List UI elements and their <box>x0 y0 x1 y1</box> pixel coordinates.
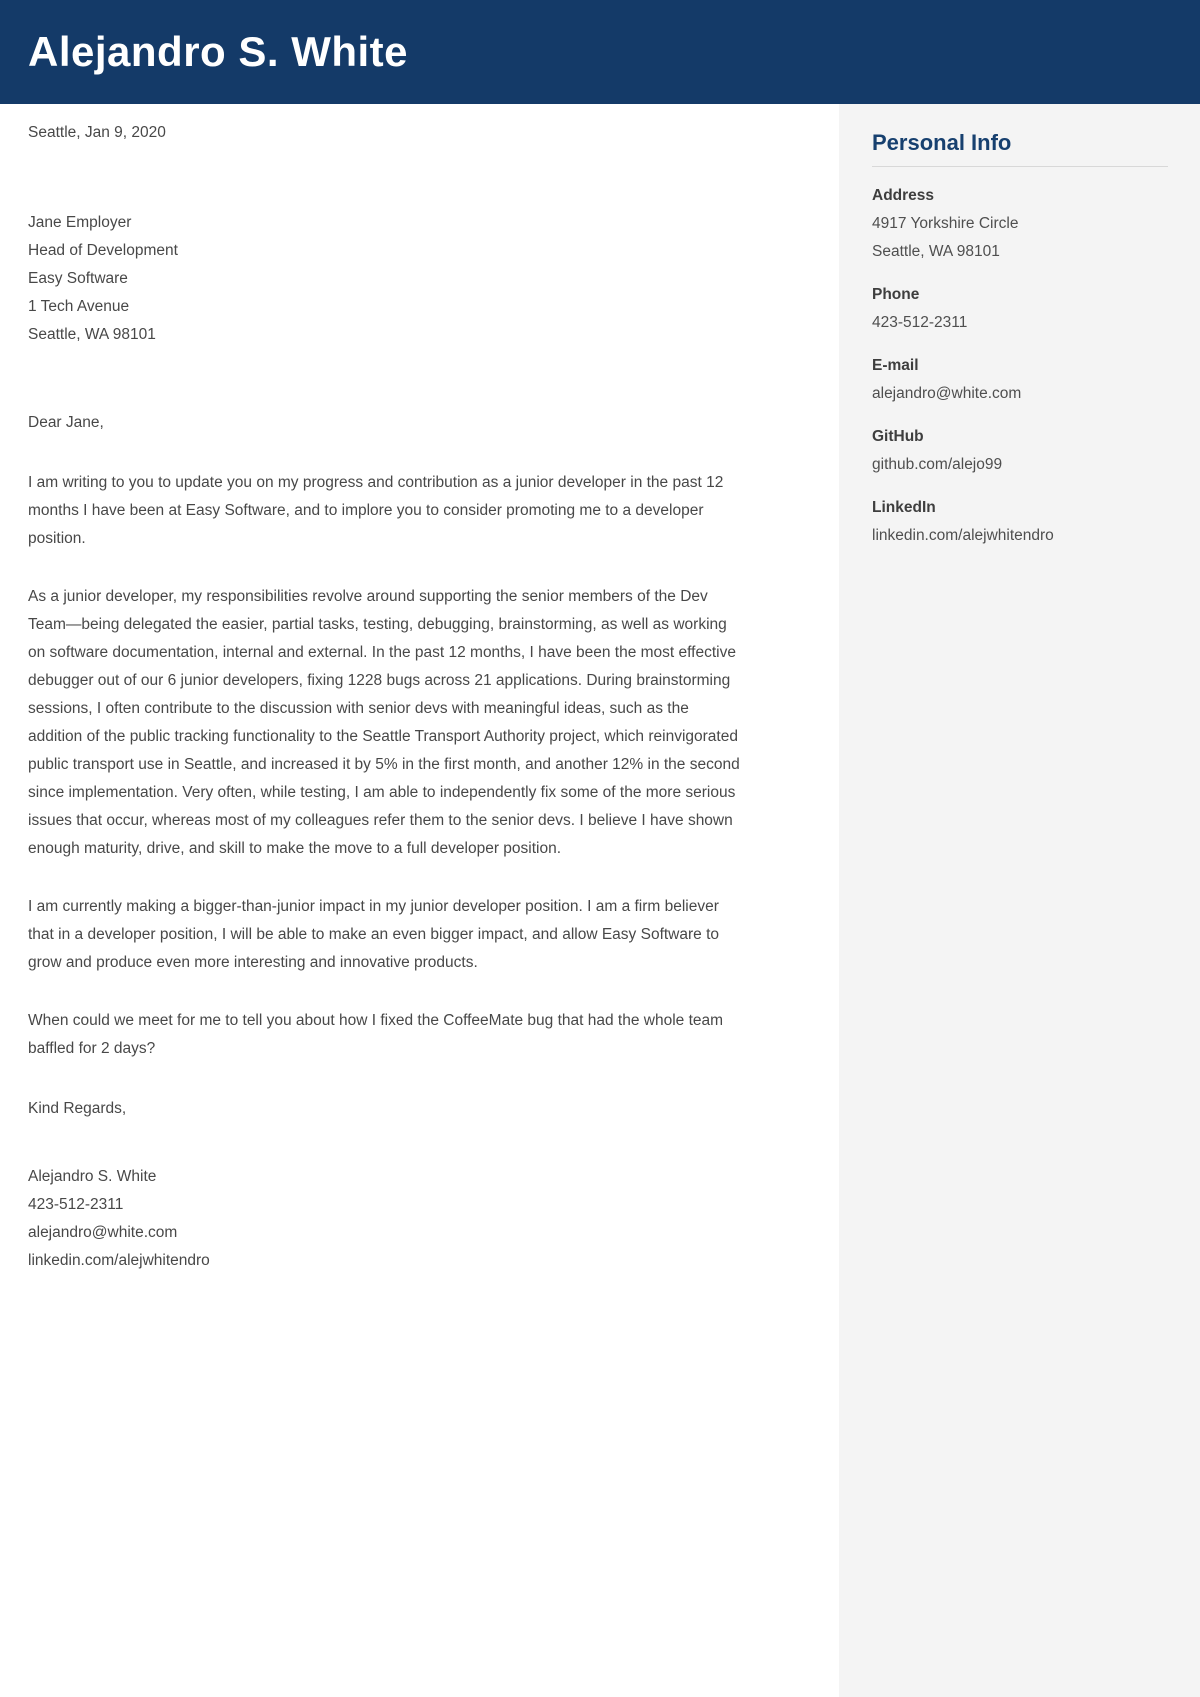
sidebar-section-label: LinkedIn <box>872 499 936 516</box>
letter-paragraph: I am writing to you to update you on my progress and contribution as a junior developer in the past 12 months I have been at Easy Software, and to implore you to consider promoting me to a developer position. <box>28 474 724 547</box>
sidebar-section-value: alejandro@white.com <box>872 385 1022 402</box>
recipient-line: Easy Software <box>28 270 128 287</box>
sidebar-section-label: E-mail <box>872 357 919 374</box>
sidebar-section-github <box>872 423 1168 479</box>
letter-paragraph: I am currently making a bigger-than-junior impact in my junior developer position. I am a firm believer that in a developer position, I will be able to make an even bigger impact, and allow Easy Software to grow and produce even more interesting and innovative products. <box>28 898 720 971</box>
sidebar-section-linkedin <box>872 494 1168 550</box>
recipient-line: Head of Development <box>28 242 178 259</box>
sidebar-section-address <box>872 182 1168 266</box>
letter-paragraph: When could we meet for me to tell you about how I fixed the CoffeeMate bug that had the whole team baffled for 2 days? <box>28 1012 724 1057</box>
signature-line: alejandro@white.com <box>28 1224 178 1241</box>
header-bar <box>0 0 1200 104</box>
person-name: Alejandro S. White <box>28 28 409 75</box>
sidebar-section-label: Phone <box>872 286 920 303</box>
salutation: Dear Jane, <box>28 414 104 431</box>
closing: Kind Regards, <box>28 1100 127 1117</box>
sidebar-section-label: GitHub <box>872 428 924 445</box>
signature-line: linkedin.com/alejwhitendro <box>28 1252 210 1269</box>
sidebar-section-value: Seattle, WA 98101 <box>872 243 1000 260</box>
sidebar-title: Personal Info <box>872 130 1012 155</box>
recipient-line: Jane Employer <box>28 214 132 231</box>
signature-block <box>28 1163 746 1275</box>
signature-line: Alejandro S. White <box>28 1168 157 1185</box>
recipient-block <box>28 209 746 349</box>
sidebar-sections <box>872 182 1168 550</box>
personal-info-sidebar <box>839 104 1200 1697</box>
recipient-line: Seattle, WA 98101 <box>28 326 156 343</box>
sidebar-section-value: 4917 Yorkshire Circle <box>872 215 1019 232</box>
letter-paragraphs <box>28 469 746 1063</box>
sidebar-section-value: 423-512-2311 <box>872 314 968 331</box>
sidebar-title-divider <box>872 166 1168 167</box>
sidebar-section-phone <box>872 281 1168 337</box>
letter-body <box>28 104 746 1275</box>
letter-date: Seattle, Jan 9, 2020 <box>28 124 166 141</box>
signature-line: 423-512-2311 <box>28 1196 124 1213</box>
recipient-line: 1 Tech Avenue <box>28 298 130 315</box>
sidebar-section-label: Address <box>872 187 935 204</box>
sidebar-section-value: github.com/alejo99 <box>872 456 1003 473</box>
letter-paragraph: As a junior developer, my responsibilities revolve around supporting the senior members of the Dev Team—being delegated the easier, partial tasks, testing, debugging, brainstorming, as well as working on software documentation, internal and external. In the past 12 months, I have been the most effective debugger out of our 6 junior developers, fixing 1228 bugs across 21 applications. During brainstorming sessions, I often contribute to the discussion with senior devs with meaningful ideas, such as the addition of the public tracking functionality to the Seattle Transport Authority project, which reinvigorated public transport use in Seattle, and increased it by 5% in the first month, and another 12% in the second since implementation. Very often, while testing, I am able to independently fix some of the more serious issues that occur, whereas most of my colleagues refer them to the senior devs. I believe I have shown enough maturity, drive, and skill to make the move to a full developer position. <box>28 588 740 857</box>
sidebar-section-value: linkedin.com/alejwhitendro <box>872 527 1054 544</box>
sidebar-section-email <box>872 352 1168 408</box>
